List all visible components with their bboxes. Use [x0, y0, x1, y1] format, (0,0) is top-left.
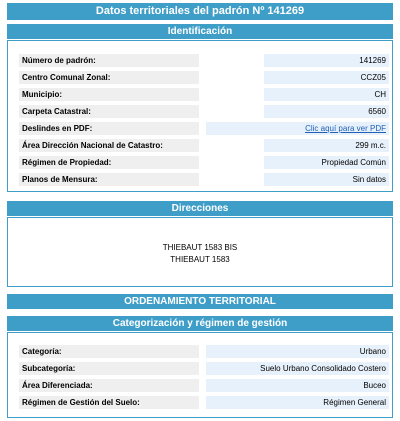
ordenamiento-header: ORDENAMIENTO TERRITORIAL: [7, 294, 393, 309]
regimen-gestion-value: Régimen General: [206, 396, 389, 409]
row-subcategoria: [19, 362, 389, 375]
deslindes-pdf-link[interactable]: Clic aquí para ver PDF: [305, 124, 386, 133]
field-label: Área Diferenciada:: [19, 379, 199, 392]
field-label: Área Dirección Nacional de Catastro:: [19, 139, 199, 152]
field-label: Régimen de Gestión del Suelo:: [19, 396, 199, 409]
categoria-value: Urbano: [206, 345, 389, 358]
row-area-diferenciada: [19, 379, 389, 392]
deslindes-value: [206, 122, 389, 135]
area-catastro-value: 299 m.c.: [264, 139, 389, 152]
identificacion-panel: [7, 40, 393, 192]
planos-mensura-value: Sin datos: [264, 173, 389, 186]
address-list: [8, 242, 392, 266]
row-centro-comunal: [19, 71, 389, 84]
row-area-catastro: [19, 139, 389, 152]
row-regimen-propiedad: [19, 156, 389, 169]
regimen-propiedad-value: Propiedad Común: [264, 156, 389, 169]
area-diferenciada-value: Buceo: [206, 379, 389, 392]
row-municipio: [19, 88, 389, 101]
subcategoria-value: Suelo Urbano Consolidado Costero: [206, 362, 389, 375]
direcciones-panel: [7, 217, 393, 287]
address-item: THIEBAUT 1583: [170, 255, 230, 264]
categorizacion-header: Categorización y régimen de gestión: [7, 316, 393, 331]
municipio-value: CH: [264, 88, 389, 101]
row-planos-mensura: [19, 173, 389, 186]
field-label: Deslindes en PDF:: [19, 122, 199, 135]
address-item: THIEBAUT 1583 BIS: [162, 243, 238, 252]
field-label: Número de padrón:: [19, 54, 199, 67]
row-regimen-gestion: [19, 396, 389, 409]
field-label: Régimen de Propiedad:: [19, 156, 199, 169]
centro-comunal-value: CCZ05: [264, 71, 389, 84]
row-carpeta-catastral: [19, 105, 389, 118]
field-label: Planos de Mensura:: [19, 173, 199, 186]
carpeta-catastral-value: 6560: [264, 105, 389, 118]
field-label: Categoría:: [19, 345, 199, 358]
field-label: Municipio:: [19, 88, 199, 101]
field-label: Subcategoría:: [19, 362, 199, 375]
numero-padron-value: 141269: [264, 54, 389, 67]
categorizacion-panel: [7, 332, 393, 418]
row-deslindes: [19, 122, 389, 135]
row-categoria: [19, 345, 389, 358]
identificacion-header: Identificación: [7, 24, 393, 39]
direcciones-header: Direcciones: [7, 201, 393, 216]
row-numero-padron: [19, 54, 389, 67]
field-label: Centro Comunal Zonal:: [19, 71, 199, 84]
field-label: Carpeta Catastral:: [19, 105, 199, 118]
page-title: Datos territoriales del padrón Nº 141269: [7, 3, 393, 20]
